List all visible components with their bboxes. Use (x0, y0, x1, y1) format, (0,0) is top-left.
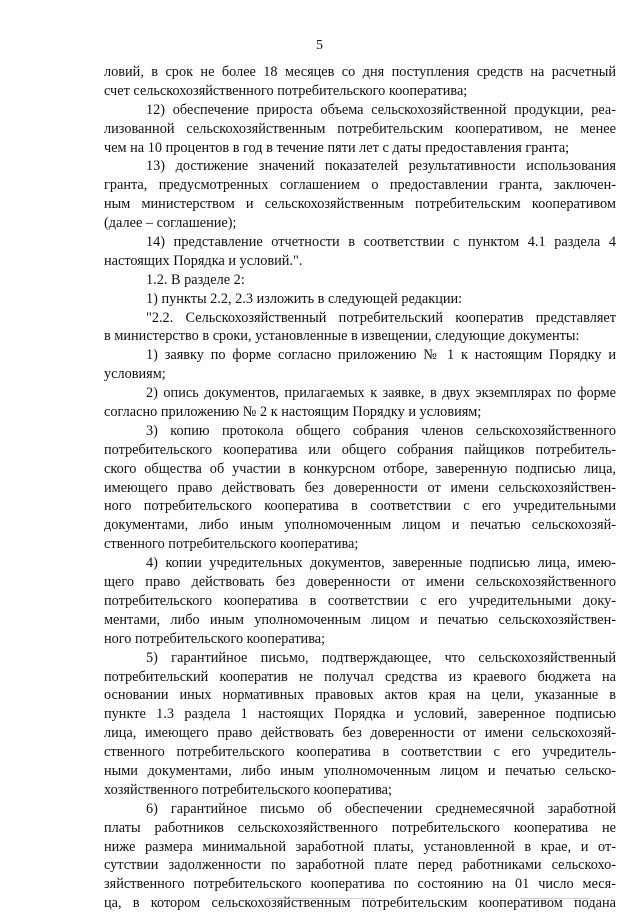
text-line: счет сельскохозяйственного потребительского кооператива; (104, 82, 468, 99)
text-line: 1) пункты 2.2, 2.3 изложить в следующей редакции: (146, 290, 463, 307)
text-line: гранта, предусмотренных соглашением о предоставлении гранта, заключен- (104, 177, 616, 194)
text-line: ского общества об участии в конкурсном отборе, заверенную подписью лица, (104, 460, 616, 477)
text-line: согласно приложению № 2 к настоящим Порядку и условиям; (104, 404, 482, 421)
text-line: чем на 10 процентов в год в течение пяти лет с даты предоставления гранта; (104, 139, 570, 156)
text-line: 5) гарантийное письмо, подтверждающее, что сельскохозяйственный (146, 649, 616, 666)
text-line: основании иных нормативных правовых актов края на цели, указанные в (104, 687, 616, 704)
text-line: ственного потребительского кооператива; (104, 536, 359, 553)
text-line: 14) представление отчетности в соответствии с пунктом 4.1 раздела 4 (146, 234, 616, 251)
text-line: зяйственного потребительского кооператива по состоянию на 01 число меся- (104, 876, 616, 893)
page-number: 5 (316, 38, 323, 53)
text-line: 2) опись документов, прилагаемых к заявке, в двух экземплярах по форме (146, 385, 616, 402)
text-line: лизованной сельскохозяйственным потребительским кооперативом, не менее (104, 120, 616, 137)
document-body (104, 63, 616, 913)
text-line: потребительского кооператива или общего собрания пайщиков потребитель- (104, 441, 616, 458)
scan-artifact-line (520, 898, 590, 899)
text-line: щего право действовать без доверенности от имени сельскохозяйственного (104, 574, 616, 591)
text-line: платы работников сельскохозяйственного потребительского кооператива не (104, 819, 616, 836)
text-line: хозяйственного потребительского кооператива; (104, 781, 392, 798)
text-line: ментами, либо иным уполномоченным лицом и печатью сельскохозяйствен- (104, 611, 616, 628)
text-line: 1.2. В разделе 2: (146, 271, 245, 288)
text-line: условиям; (104, 366, 166, 383)
text-line: 1) заявку по форме согласно приложению № 1 к настоящим Порядку и (146, 347, 616, 364)
text-line: ниже размера минимальной заработной платы, установленной в крае, и от- (104, 838, 616, 855)
scan-artifact-line (265, 898, 375, 899)
text-line: документами, либо иным уполномоченным лицом и печатью сельскохозяй- (104, 517, 616, 534)
text-line: 6) гарантийное письмо об обеспечении среднемесячной заработной (146, 800, 616, 817)
text-line: "2.2. Сельскохозяйственный потребительский кооператив представляет (146, 309, 616, 326)
text-line: потребительского кооператива в соответствии с его учредительными доку- (104, 592, 616, 609)
text-line: ца, в котором сельскохозяйственным потребительским кооперативом подана (104, 895, 616, 912)
text-line: потребительский кооператив не получал средства из краевого бюджета на (104, 668, 616, 685)
text-line: имеющего право действовать без доверенности от имени сельскохозяйствен- (104, 479, 616, 496)
text-line: ственного потребительского кооператива в соответствии с его учредитель- (104, 744, 616, 761)
text-line: сутствии задолженности по заработной плате перед работниками сельскохо- (104, 857, 616, 874)
text-line: 12) обеспечение прироста объема сельскохозяйственной продукции, реа- (146, 101, 616, 118)
text-line: ного потребительского кооператива в соответствии с его учредительными (104, 498, 616, 515)
text-line: 13) достижение значений показателей результативности использования (146, 158, 616, 175)
text-line: в министерство в сроки, установленные в извещении, следующие документы: (104, 328, 580, 345)
text-line: лица, имеющего право действовать без доверенности от имени сельскохозяй- (104, 725, 616, 742)
text-line: 3) копию протокола общего собрания членов сельскохозяйственного (146, 422, 616, 439)
text-line: ным министерством и сельскохозяйственным потребительским кооперативом (104, 196, 616, 213)
text-line: ного потребительского кооператива; (104, 630, 326, 647)
text-line: настоящих Порядка и условий.". (104, 252, 303, 269)
text-line: 4) копии учредительных документов, заверенные подписью лица, имею- (146, 555, 616, 572)
text-line: (далее – соглашение); (104, 215, 237, 232)
text-line: ными документами, либо иным уполномоченным лицом и печатью сельско- (104, 762, 616, 779)
text-line: ловий, в срок не более 18 месяцев со дня поступления средств на расчетный (104, 64, 616, 80)
text-line: пункте 1.3 раздела 1 настоящих Порядка и условий, заверенное подписью (104, 706, 616, 723)
